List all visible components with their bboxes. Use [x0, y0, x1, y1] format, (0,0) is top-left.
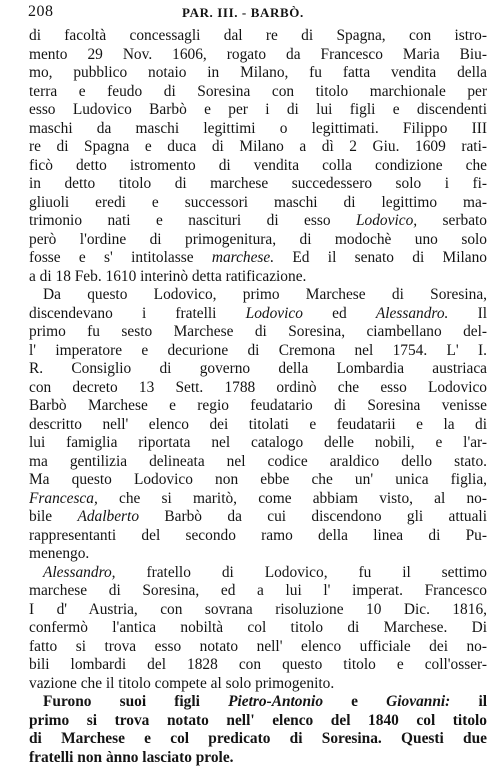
text-line	[29, 305, 487, 324]
text-segment: bile	[29, 508, 77, 525]
text-segment: Barbò da cui discendono gli attuali	[139, 508, 487, 525]
text-line: I d' Austria, con sovrana risoluzione 10 Dic. 1816,	[29, 601, 487, 620]
text-line: Barbò Marchese e regio feudatario di Soresina venisse	[29, 397, 487, 416]
text-line: con decreto 13 Sett. 1788 ordinò che esso Lodovico	[29, 379, 487, 398]
text-line: fratelli non ànno lasciato prole.	[29, 749, 487, 767]
text-line: ma gentilizia delineata nel codice araldico dello stato.	[29, 453, 487, 472]
text-segment: che si maritò, come abbiam visto, al no-	[98, 490, 487, 507]
text-line: l' imperatore e decurione di Cremona nel 1754. L' I.	[29, 342, 487, 361]
text-line	[29, 508, 487, 527]
text-line: marchese di Soresina, ed a lui l' imperat. Francesco	[29, 582, 487, 601]
text-line: R. Consiglio di governo della Lombardia austriaca	[29, 360, 487, 379]
text-segment: discendevano i fratelli	[29, 305, 246, 322]
italic-name: Lodovico	[246, 305, 303, 322]
italic-name: Adalberto	[77, 508, 139, 525]
text-line: mento 29 Nov. 1606, rogato da Francesco Maria Biu-	[29, 46, 487, 65]
italic-name: Giovanni:	[386, 693, 450, 710]
text-line	[29, 490, 487, 509]
text-segment: il	[450, 693, 487, 710]
text-line: vazione che il titolo compete al solo primogenito.	[29, 675, 487, 694]
text-line: in detto titolo di marchese succedessero solo i fi-	[29, 175, 487, 194]
text-segment: ed	[303, 305, 376, 322]
text-line: maschi da maschi legittimi o legittimati. Filippo III	[29, 120, 487, 139]
text-line: mo, pubblico notaio in Milano, fu fatta vendita della	[29, 64, 487, 83]
text-segment: Ed il senato di Milano	[274, 249, 487, 266]
text-line: rappresentanti del secondo ramo della linea di Pu-	[29, 527, 487, 546]
italic-name: Lodovico,	[356, 212, 417, 229]
text-segment: fratello di Lodovico, fu il settimo	[116, 564, 487, 581]
text-line: bili lombardi del 1828 con questo titolo e coll'osser-	[29, 656, 487, 675]
text-line: a di 18 Feb. 1610 interinò detta ratificazione.	[29, 268, 487, 287]
text-line: Ma questo Lodovico non ebbe che un' unica figlia,	[29, 471, 487, 490]
text-line: descritto nell' elenco dei titolati e feudatarii e la di	[29, 416, 487, 435]
text-line: di Marchese e col predicato di Soresina. Questi due	[29, 730, 487, 749]
text-line: ficò detto istromento di vendita colla condizione che	[29, 157, 487, 176]
text-segment: Il	[448, 305, 487, 322]
italic-name: marchese.	[212, 249, 274, 266]
running-head: PAR. III. - BARBÒ.	[182, 5, 304, 21]
text-line: di facoltà concessagli dal re di Spagna, con istro-	[29, 27, 487, 46]
text-line: lui famiglia riportata nel catalogo delle nobili, e l'ar-	[29, 434, 487, 453]
page-number: 208	[28, 3, 54, 21]
italic-name: Pietro-Antonio	[228, 693, 323, 710]
text-segment: Furono suoi figli	[43, 693, 228, 710]
text-segment: trimonio nati e nascituri di esso	[29, 212, 356, 229]
body-text	[29, 27, 487, 767]
text-line: primo fu sesto Marchese di Soresina, ciambellano del-	[29, 323, 487, 342]
text-segment: serbato	[417, 212, 487, 229]
text-line	[29, 564, 487, 583]
text-segment: fosse e s' intitolasse	[29, 249, 212, 266]
text-line: esso Ludovico Barbò e per i di lui figli e discendenti	[29, 101, 487, 120]
text-line	[29, 249, 487, 268]
page-header	[28, 3, 487, 23]
text-line	[29, 693, 487, 712]
text-line: confermò l'antica nobiltà col titolo di Marchese. Di	[29, 619, 487, 638]
italic-name: Alessandro.	[376, 305, 449, 322]
text-line: terra e feudo di Soresina con titolo marchionale per	[29, 83, 487, 102]
italic-name: Alessandro,	[43, 564, 116, 581]
text-line: fatto si trova esso notato nell' elenco ufficiale dei no-	[29, 638, 487, 657]
text-line: primo si trova notato nell' elenco del 1840 col titolo	[29, 712, 487, 731]
text-segment: e	[323, 693, 386, 710]
italic-name: Francesca,	[29, 490, 98, 507]
text-line: però l'ordine di primogenitura, di modochè uno solo	[29, 231, 487, 250]
text-line	[29, 212, 487, 231]
text-line: menengo.	[29, 545, 487, 564]
text-line: re di Spagna e duca di Milano a dì 2 Giu. 1609 rati-	[29, 138, 487, 157]
text-line: gliuoli eredi e successori maschi di legittimo ma-	[29, 194, 487, 213]
text-line: Da questo Lodovico, primo Marchese di Soresina,	[29, 286, 487, 305]
